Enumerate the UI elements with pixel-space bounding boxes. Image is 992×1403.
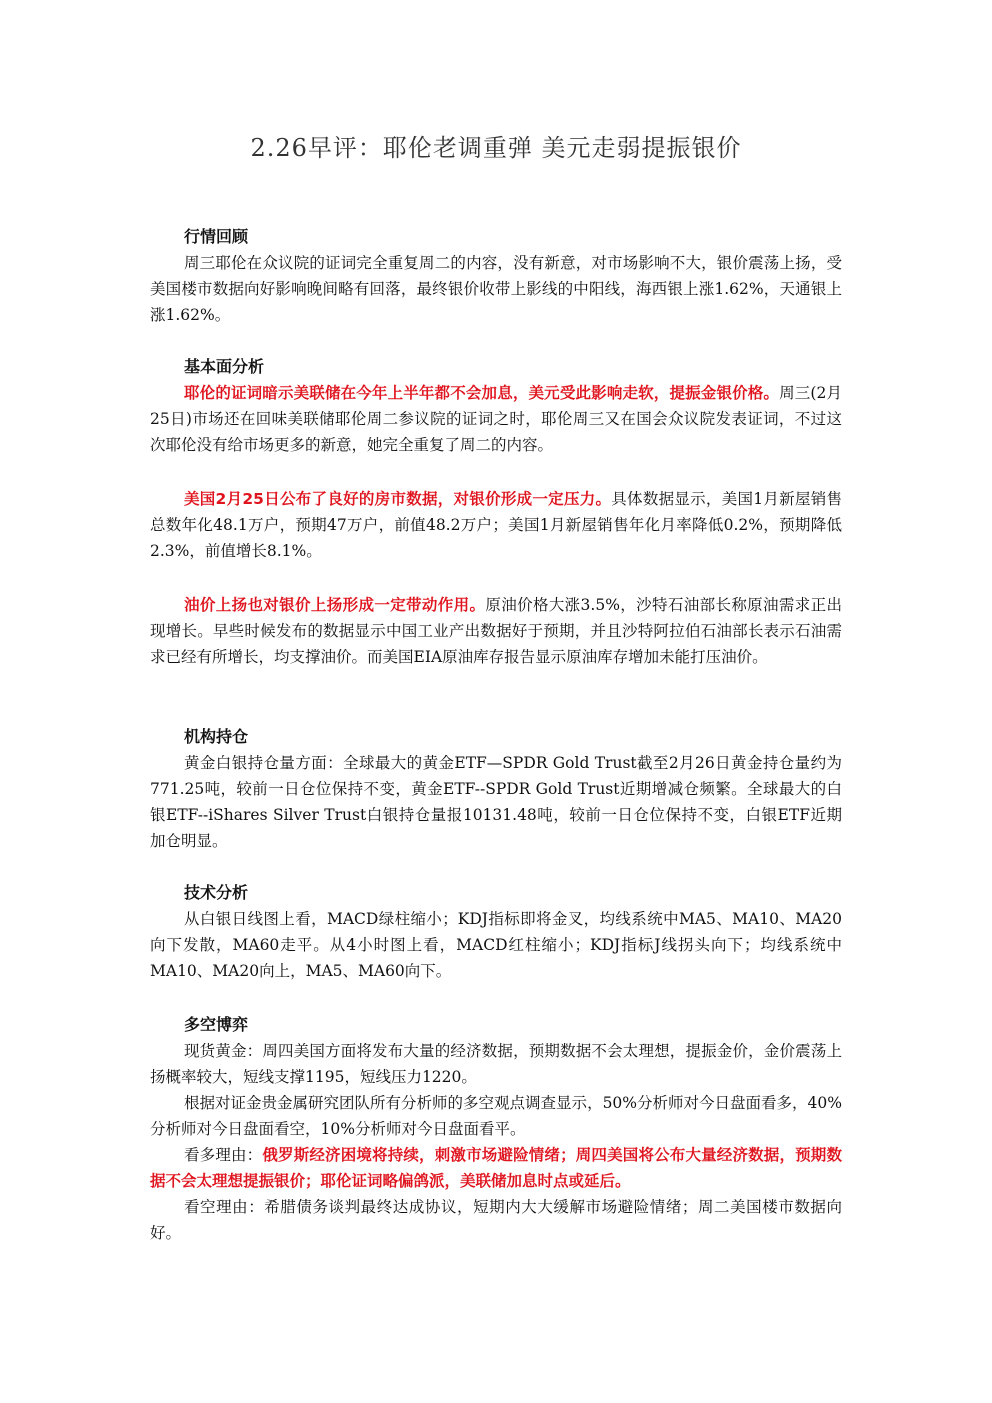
fundamental-text-3: 原油价格大涨3.5%，沙特石油部长称原油需求正出现增长。早些时候发布的数据显示中国工业产出数据好于预期，并且沙特阿拉伯石油部长表示石油需求已经有所增长，均支撑油价。而美国EIA原油库存报告显示原油库存增加未能打压油价。 <box>150 596 842 666</box>
fundamental-paragraph-2 <box>150 486 842 564</box>
section-heading-market-review: 行情回顾 <box>184 227 249 246</box>
debate-paragraph-1: 现货黄金：周四美国方面将发布大量的经济数据，预期数据不会太理想，提振金价，金价震荡上扬概率较大，短线支撑1195，短线压力1220。 <box>150 1042 842 1086</box>
fundamental-text-2: 具体数据显示，美国1月新屋销售总数年化48.1万户，预期47万户，前值48.2万户；美国1月新屋销售年化月率降低0.2%，预期降低2.3%，前值增长8.1%。 <box>150 490 842 560</box>
bullish-reason-label: 看多理由： <box>184 1146 263 1164</box>
holdings-paragraph: 黄金白银持仓量方面：全球最大的黄金ETF—SPDR Gold Trust截至2月26日黄金持仓量约为771.25吨，较前一日仓位保持不变，黄金ETF--SPDR Gold Trust近期增减仓频繁。全球最大的白银ETF--iShares Silver Trust白银持仓量报10131.48吨，较前一日仓位保持不变，白银ETF近期加仓明显。 <box>150 754 842 850</box>
section-heading-debate: 多空博弈 <box>184 1015 249 1034</box>
fundamental-highlight-3: 油价上扬也对银价上扬形成一定带动作用。 <box>184 596 486 614</box>
section-technical <box>150 880 842 984</box>
market-review-paragraph: 周三耶伦在众议院的证词完全重复周二的内容，没有新意，对市场影响不大，银价震荡上扬，受美国楼市数据向好影响晚间略有回落，最终银价收带上影线的中阳线，海西银上涨1.62%，天通银上涨1.62%。 <box>150 254 842 324</box>
page-title: 2.26早评：耶伦老调重弹 美元走弱提振银价 <box>250 134 742 162</box>
debate-paragraph-4: 看空理由：希腊债务谈判最终达成协议，短期内大大缓解市场避险情绪；周二美国楼市数据向好。 <box>150 1198 842 1242</box>
section-heading-technical: 技术分析 <box>184 883 249 902</box>
fundamental-highlight-2: 美国2月25日公布了良好的房市数据，对银价形成一定压力。 <box>184 490 612 508</box>
section-debate <box>150 1012 842 1246</box>
section-fundamental <box>150 354 842 458</box>
debate-paragraph-3 <box>150 1142 842 1194</box>
fundamental-paragraph-1 <box>150 380 842 458</box>
section-heading-holdings: 机构持仓 <box>184 727 249 746</box>
fundamental-highlight-1: 耶伦的证词暗示美联储在今年上半年都不会加息，美元受此影响走软，提振金银价格。 <box>184 384 780 402</box>
section-heading-fundamental: 基本面分析 <box>184 357 265 376</box>
section-holdings <box>150 724 842 854</box>
fundamental-paragraph-3 <box>150 592 842 670</box>
fundamental-text-1: 周三(2月25日)市场还在回味美联储耶伦周二参议院的证词之时，耶伦周三又在国会众议院发表证词，不过这次耶伦没有给市场更多的新意，她完全重复了周二的内容。 <box>150 384 842 454</box>
technical-paragraph: 从白银日线图上看，MACD绿柱缩小；KDJ指标即将金叉，均线系统中MA5、MA10、MA20向下发散，MA60走平。从4小时图上看，MACD红柱缩小；KDJ指标J线拐头向下；均线系统中MA10、MA20向上，MA5、MA60向下。 <box>150 910 842 980</box>
section-fundamental-3 <box>150 592 842 670</box>
debate-paragraph-2: 根据对证金贵金属研究团队所有分析师的多空观点调查显示，50%分析师对今日盘面看多，40%分析师对今日盘面看空，10%分析师对今日盘面看平。 <box>150 1094 842 1138</box>
section-fundamental-2 <box>150 486 842 564</box>
bullish-reason-text: 俄罗斯经济困境将持续，刺激市场避险情绪；周四美国将公布大量经济数据，预期数据不会太理想提振银价；耶伦证词略偏鸽派，美联储加息时点或延后。 <box>150 1146 842 1190</box>
section-market-review <box>150 224 842 328</box>
